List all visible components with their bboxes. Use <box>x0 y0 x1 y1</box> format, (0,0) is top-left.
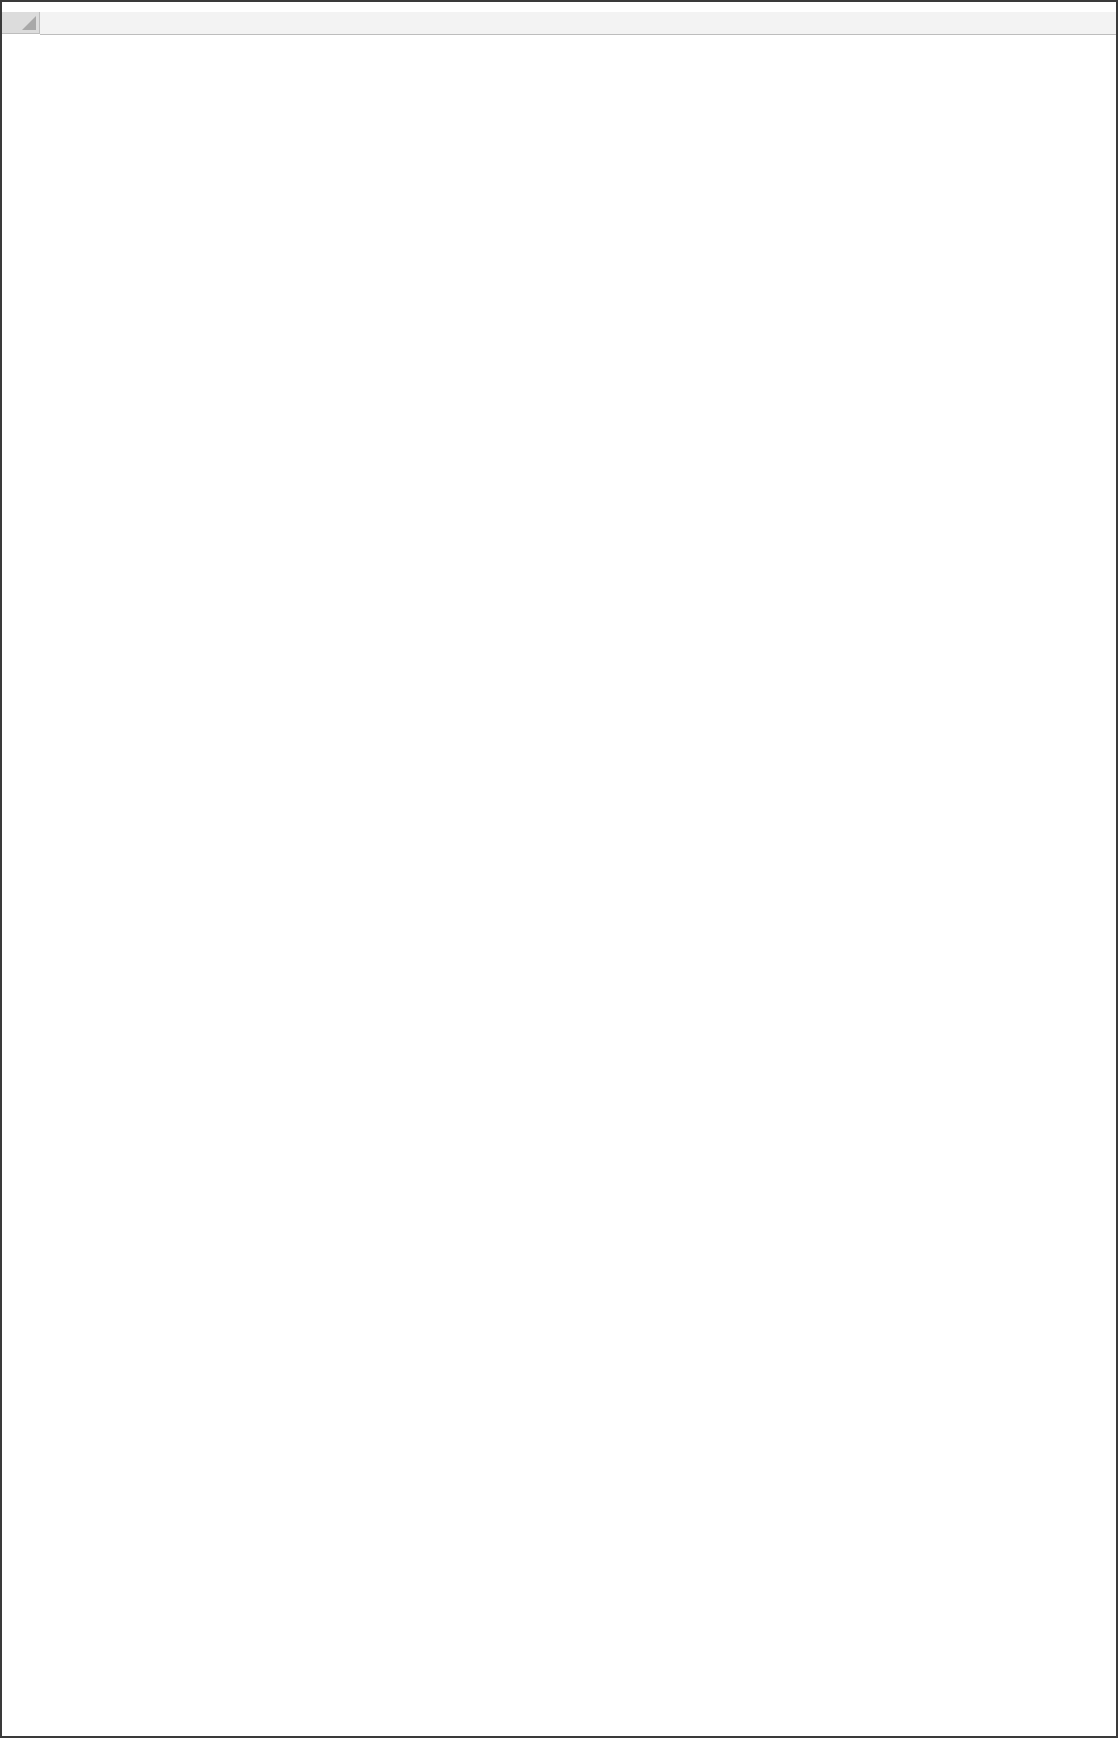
select-all-triangle-icon <box>22 16 36 30</box>
column-header-bar <box>40 12 1116 35</box>
select-all-corner[interactable] <box>2 12 40 34</box>
